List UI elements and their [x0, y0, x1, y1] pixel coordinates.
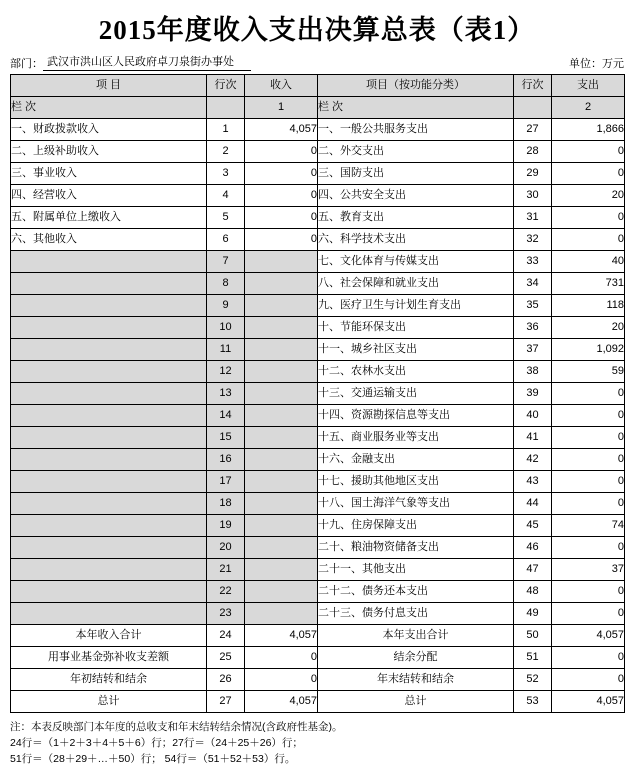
table-body	[11, 119, 625, 713]
expense-amount-cell: 0	[552, 669, 625, 691]
income-amount-cell: 0	[245, 185, 318, 207]
expense-item-cell: 五、教育支出	[318, 207, 514, 229]
expense-item-cell: 十六、金融支出	[318, 449, 514, 471]
expense-item-cell: 二、外交支出	[318, 141, 514, 163]
department-info	[10, 53, 251, 71]
income-line-cell: 13	[207, 383, 245, 405]
expense-line-cell: 32	[514, 229, 552, 251]
table-row	[11, 251, 625, 273]
expense-amount-cell: 0	[552, 229, 625, 251]
subheader-income-column: 栏 次	[11, 97, 207, 119]
note-line-2: 24行＝（1＋2＋3＋4＋5＋6）行；27行＝（24＋25＋26）行；	[10, 737, 303, 749]
income-amount-cell	[245, 515, 318, 537]
expense-item-cell: 六、科学技术支出	[318, 229, 514, 251]
table-row	[11, 119, 625, 141]
expense-item-cell: 一、一般公共服务支出	[318, 119, 514, 141]
meta-row	[0, 53, 634, 74]
income-line-cell: 14	[207, 405, 245, 427]
expense-line-cell: 47	[514, 559, 552, 581]
income-line-cell: 16	[207, 449, 245, 471]
income-amount-cell: 0	[245, 141, 318, 163]
income-line-cell: 25	[207, 647, 245, 669]
income-amount-cell	[245, 317, 318, 339]
income-item-cell: 三、事业收入	[11, 163, 207, 185]
income-item-cell: 五、附属单位上缴收入	[11, 207, 207, 229]
department-value: 武汉市洪山区人民政府卓刀泉街办事处	[43, 53, 251, 71]
income-line-cell: 8	[207, 273, 245, 295]
expense-line-cell: 33	[514, 251, 552, 273]
income-amount-cell	[245, 559, 318, 581]
income-line-cell: 22	[207, 581, 245, 603]
expense-amount-cell: 20	[552, 185, 625, 207]
expense-line-cell: 42	[514, 449, 552, 471]
expense-amount-cell: 4,057	[552, 691, 625, 713]
expense-item-cell: 十八、国土海洋气象等支出	[318, 493, 514, 515]
income-amount-cell	[245, 339, 318, 361]
expense-amount-cell: 0	[552, 471, 625, 493]
expense-amount-cell: 0	[552, 493, 625, 515]
income-item-cell: 本年收入合计	[11, 625, 207, 647]
expense-item-cell: 十七、援助其他地区支出	[318, 471, 514, 493]
expense-item-cell: 七、文化体育与传媒支出	[318, 251, 514, 273]
income-item-cell	[11, 295, 207, 317]
table-row	[11, 185, 625, 207]
income-item-cell: 用事业基金弥补收支差额	[11, 647, 207, 669]
table-row	[11, 229, 625, 251]
expense-item-cell: 三、国防支出	[318, 163, 514, 185]
note-line-3: 51行＝（28＋29＋…＋50）行； 54行＝（51＋52＋53）行。	[10, 753, 296, 765]
expense-amount-cell: 1,866	[552, 119, 625, 141]
income-item-cell	[11, 317, 207, 339]
expense-item-cell: 十四、资源勘探信息等支出	[318, 405, 514, 427]
expense-amount-cell: 0	[552, 537, 625, 559]
expense-line-cell: 46	[514, 537, 552, 559]
expense-item-cell: 总计	[318, 691, 514, 713]
table-row	[11, 581, 625, 603]
expense-line-cell: 48	[514, 581, 552, 603]
income-line-cell: 10	[207, 317, 245, 339]
expense-amount-cell: 4,057	[552, 625, 625, 647]
table-row	[11, 559, 625, 581]
income-amount-cell	[245, 361, 318, 383]
table-row	[11, 317, 625, 339]
income-item-cell	[11, 493, 207, 515]
income-item-cell	[11, 449, 207, 471]
income-item-cell: 一、财政拨款收入	[11, 119, 207, 141]
income-item-cell: 总计	[11, 691, 207, 713]
table-row	[11, 515, 625, 537]
document-page	[0, 8, 634, 781]
income-item-cell	[11, 361, 207, 383]
income-item-cell: 六、其他收入	[11, 229, 207, 251]
expense-amount-cell: 0	[552, 647, 625, 669]
income-amount-cell	[245, 251, 318, 273]
header-expense-amount: 支出	[552, 75, 625, 97]
income-amount-cell: 0	[245, 207, 318, 229]
expense-amount-cell: 0	[552, 427, 625, 449]
table-header-row	[11, 75, 625, 97]
table-row	[11, 361, 625, 383]
table-row	[11, 405, 625, 427]
department-label: 部门：	[10, 58, 43, 70]
header-expense-line: 行次	[514, 75, 552, 97]
expense-amount-cell: 0	[552, 603, 625, 625]
expense-amount-cell: 118	[552, 295, 625, 317]
income-line-cell: 26	[207, 669, 245, 691]
table-row	[11, 273, 625, 295]
income-line-cell: 27	[207, 691, 245, 713]
income-line-cell: 17	[207, 471, 245, 493]
income-item-cell	[11, 559, 207, 581]
income-item-cell	[11, 251, 207, 273]
expense-item-cell: 九、医疗卫生与计划生育支出	[318, 295, 514, 317]
income-line-cell: 1	[207, 119, 245, 141]
income-line-cell: 19	[207, 515, 245, 537]
income-amount-cell: 0	[245, 229, 318, 251]
expense-amount-cell: 59	[552, 361, 625, 383]
table-row	[11, 449, 625, 471]
income-line-cell: 20	[207, 537, 245, 559]
table-row	[11, 537, 625, 559]
income-item-cell	[11, 405, 207, 427]
income-item-cell	[11, 581, 207, 603]
header-income-amount: 收入	[245, 75, 318, 97]
income-amount-cell	[245, 449, 318, 471]
expense-amount-cell: 1,092	[552, 339, 625, 361]
income-line-cell: 23	[207, 603, 245, 625]
table-row	[11, 691, 625, 713]
income-line-cell: 18	[207, 493, 245, 515]
income-amount-cell	[245, 493, 318, 515]
income-amount-cell: 4,057	[245, 625, 318, 647]
expense-amount-cell: 74	[552, 515, 625, 537]
expense-line-cell: 35	[514, 295, 552, 317]
expense-line-cell: 38	[514, 361, 552, 383]
income-amount-cell	[245, 427, 318, 449]
income-item-cell	[11, 471, 207, 493]
expense-item-cell: 十、节能环保支出	[318, 317, 514, 339]
table-row	[11, 141, 625, 163]
income-line-cell: 12	[207, 361, 245, 383]
expense-item-cell: 十五、商业服务业等支出	[318, 427, 514, 449]
table-row	[11, 339, 625, 361]
expense-line-cell: 41	[514, 427, 552, 449]
income-line-cell: 15	[207, 427, 245, 449]
income-item-cell	[11, 515, 207, 537]
note-line-1: 注：本表反映部门本年度的总收支和年末结转结余情况(含政府性基金)。	[10, 721, 343, 733]
income-amount-cell	[245, 471, 318, 493]
income-item-cell	[11, 383, 207, 405]
expense-line-cell: 31	[514, 207, 552, 229]
expense-line-cell: 50	[514, 625, 552, 647]
income-line-cell: 4	[207, 185, 245, 207]
expense-amount-cell: 37	[552, 559, 625, 581]
income-line-cell: 5	[207, 207, 245, 229]
header-expense-item: 项目（按功能分类）	[318, 75, 514, 97]
income-amount-cell	[245, 295, 318, 317]
expense-line-cell: 40	[514, 405, 552, 427]
table-row	[11, 471, 625, 493]
table-notes	[0, 713, 634, 767]
table-row	[11, 207, 625, 229]
expense-item-cell: 十二、农林水支出	[318, 361, 514, 383]
expense-line-cell: 43	[514, 471, 552, 493]
expense-line-cell: 27	[514, 119, 552, 141]
expense-item-cell: 十九、住房保障支出	[318, 515, 514, 537]
header-income-item: 项 目	[11, 75, 207, 97]
income-line-cell: 2	[207, 141, 245, 163]
expense-line-cell: 45	[514, 515, 552, 537]
subheader-income-line	[207, 97, 245, 119]
expense-amount-cell: 0	[552, 207, 625, 229]
expense-amount-cell: 0	[552, 449, 625, 471]
table-row	[11, 295, 625, 317]
unit-label: 单位：万元	[569, 58, 624, 70]
income-item-cell	[11, 273, 207, 295]
subheader-expense-column: 栏 次	[318, 97, 514, 119]
expense-amount-cell: 40	[552, 251, 625, 273]
income-line-cell: 24	[207, 625, 245, 647]
subheader-expense-amount: 2	[552, 97, 625, 119]
table-row	[11, 493, 625, 515]
expense-item-cell: 年末结转和结余	[318, 669, 514, 691]
income-item-cell: 二、上级补助收入	[11, 141, 207, 163]
subheader-income-amount: 1	[245, 97, 318, 119]
income-item-cell	[11, 339, 207, 361]
income-amount-cell	[245, 581, 318, 603]
expense-item-cell: 八、社会保障和就业支出	[318, 273, 514, 295]
expense-item-cell: 二十、粮油物资储备支出	[318, 537, 514, 559]
income-line-cell: 3	[207, 163, 245, 185]
table-subheader-row	[11, 97, 625, 119]
expense-line-cell: 37	[514, 339, 552, 361]
income-item-cell: 四、经营收入	[11, 185, 207, 207]
expense-line-cell: 29	[514, 163, 552, 185]
table-row	[11, 427, 625, 449]
income-item-cell	[11, 537, 207, 559]
income-line-cell: 11	[207, 339, 245, 361]
table-row	[11, 647, 625, 669]
expense-item-cell: 二十二、债务还本支出	[318, 581, 514, 603]
income-amount-cell: 0	[245, 669, 318, 691]
table-row	[11, 383, 625, 405]
income-line-cell: 6	[207, 229, 245, 251]
expense-amount-cell: 20	[552, 317, 625, 339]
income-item-cell	[11, 427, 207, 449]
expense-line-cell: 36	[514, 317, 552, 339]
table-head	[11, 75, 625, 119]
income-amount-cell	[245, 405, 318, 427]
income-amount-cell: 0	[245, 647, 318, 669]
income-amount-cell	[245, 383, 318, 405]
income-amount-cell: 4,057	[245, 119, 318, 141]
expense-item-cell: 二十三、债务付息支出	[318, 603, 514, 625]
income-amount-cell: 0	[245, 163, 318, 185]
expense-amount-cell: 0	[552, 581, 625, 603]
income-amount-cell	[245, 537, 318, 559]
expense-line-cell: 51	[514, 647, 552, 669]
expense-line-cell: 34	[514, 273, 552, 295]
expense-item-cell: 四、公共安全支出	[318, 185, 514, 207]
subheader-expense-line	[514, 97, 552, 119]
table-row	[11, 669, 625, 691]
expense-amount-cell: 0	[552, 141, 625, 163]
expense-line-cell: 44	[514, 493, 552, 515]
income-item-cell	[11, 603, 207, 625]
expense-line-cell: 49	[514, 603, 552, 625]
income-line-cell: 21	[207, 559, 245, 581]
expense-amount-cell: 0	[552, 163, 625, 185]
expense-item-cell: 十三、交通运输支出	[318, 383, 514, 405]
expense-amount-cell: 731	[552, 273, 625, 295]
income-line-cell: 7	[207, 251, 245, 273]
expense-item-cell: 二十一、其他支出	[318, 559, 514, 581]
expense-line-cell: 52	[514, 669, 552, 691]
expense-line-cell: 53	[514, 691, 552, 713]
expense-line-cell: 39	[514, 383, 552, 405]
expense-line-cell: 30	[514, 185, 552, 207]
income-line-cell: 9	[207, 295, 245, 317]
expense-item-cell: 十一、城乡社区支出	[318, 339, 514, 361]
income-amount-cell	[245, 603, 318, 625]
budget-table	[10, 74, 625, 713]
income-amount-cell	[245, 273, 318, 295]
income-amount-cell: 4,057	[245, 691, 318, 713]
table-row	[11, 625, 625, 647]
expense-amount-cell: 0	[552, 405, 625, 427]
expense-line-cell: 28	[514, 141, 552, 163]
expense-item-cell: 结余分配	[318, 647, 514, 669]
expense-item-cell: 本年支出合计	[318, 625, 514, 647]
table-row	[11, 603, 625, 625]
expense-amount-cell: 0	[552, 383, 625, 405]
table-row	[11, 163, 625, 185]
page-title: 2015年度收入支出决算总表（表1）	[98, 15, 536, 45]
income-item-cell: 年初结转和结余	[11, 669, 207, 691]
header-income-line: 行次	[207, 75, 245, 97]
